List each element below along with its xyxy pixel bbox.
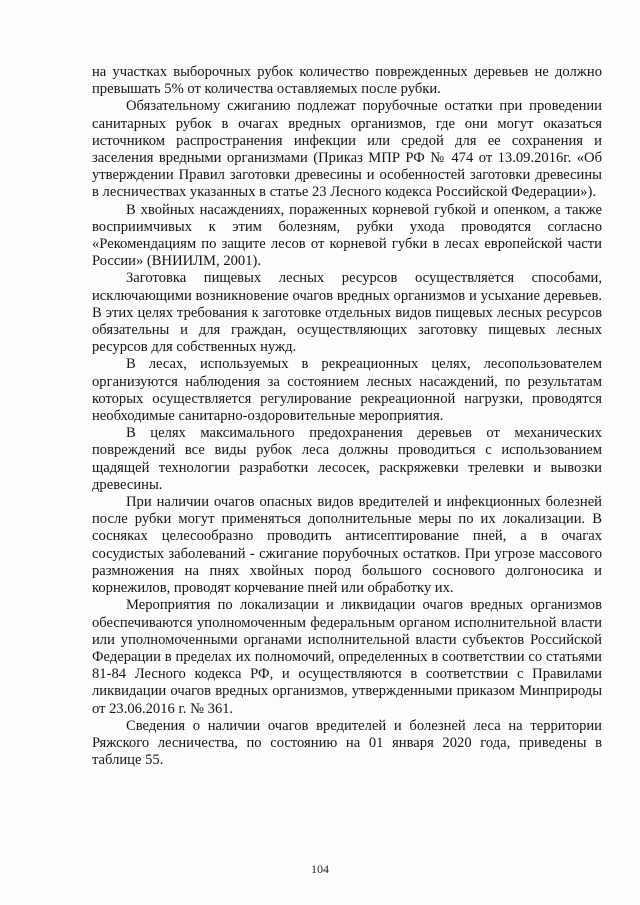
paragraph-7: При наличии очагов опасных видов вредителей и инфекционных болезней после рубки могут применяться дополнительные меры по их локализации. В сосняках целесообразно проводить антисептирование пней, а в очагах сосудистых заболеваний - сжигание порубочных остатков. При угрозе массового размножения на пнях хвойных пород большого соснового долгоносика и корнежилов, проводят корчевание пней или обработку их. <box>92 494 602 597</box>
paragraph-5: В лесах, используемых в рекреационных целях, лесопользователем организуются наблюдения за состоянием лесных насаждений, по результатам которых осуществляется регулирование рекреационной нагрузки, проводятся необходимые санитарно-оздоровительные мероприятия. <box>92 356 602 425</box>
page-number: 104 <box>311 862 329 876</box>
body-text <box>92 64 602 769</box>
paragraph-8: Мероприятия по локализации и ликвидации очагов вредных организмов обеспечиваются уполномоченным федеральным органом исполнительной власти или уполномоченными органами исполнительной власти субъектов Российской Федерации в пределах их полномочий, определенных в соответствии со статьями 81-84 Лесного кодекса РФ, и осуществляются в соответствии с Правилами ликвидации очагов вредных организмов, утвержденными приказом Минприроды от 23.06.2016 г. № 361. <box>92 597 602 717</box>
paragraph-1: на участках выборочных рубок количество поврежденных деревьев не должно превышать 5% от количества оставляемых после рубки. <box>92 64 602 98</box>
paragraph-4: Заготовка пищевых лесных ресурсов осуществляется способами, исключающими возникновение очагов вредных организмов и усыхание деревьев. В этих целях требования к заготовке отдельных видов пищевых лесных ресурсов обязательны и для граждан, осуществляющих заготовку пищевых лесных ресурсов для собственных нужд. <box>92 270 602 356</box>
paragraph-2: Обязательному сжиганию подлежат порубочные остатки при проведении санитарных рубок в очагах вредных организмов, где они могут оказаться источником распространения инфекции или средой для ее сохранения и заселения вредными организмами (Приказ МПР РФ № 474 от 13.09.2016г. «Об утверждении Правил заготовки древесины и особенностей заготовки древесины в лесничествах указанных в статье 23 Лесного кодекса Российской Федерации»). <box>92 98 602 201</box>
paragraph-9: Сведения о наличии очагов вредителей и болезней леса на территории Ряжского лесничества, по состоянию на 01 января 2020 года, приведены в таблице 55. <box>92 717 602 769</box>
paragraph-6: В целях максимального предохранения деревьев от механических повреждений все виды рубок леса должны проводиться с использованием щадящей технологии разработки лесосек, раскряжевки трелевки и вывозки древесины. <box>92 425 602 493</box>
paragraph-3: В хвойных насаждениях, пораженных корневой губкой и опенком, а также восприимчивых к этим болезням, рубки ухода проводятся согласно «Рекомендациям по защите лесов от корневой губки в лесах европейской части России» (ВНИИЛМ, 2001). <box>92 201 602 270</box>
